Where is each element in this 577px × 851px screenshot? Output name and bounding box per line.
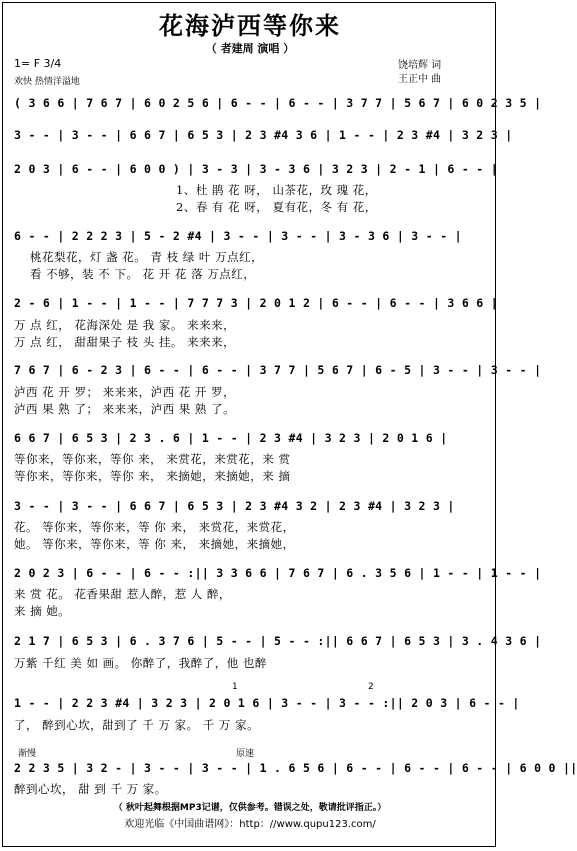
lyric-verse-1: 醉到心坎， 甜 到 千 万 家。: [14, 782, 167, 796]
notation-line: 2 0 3 | 6 - - | 6 0 0 ) | 3 - 3 | 3 - 3 6 | 3 2 3 | 2 - 1 | 6 - - |: [14, 162, 498, 176]
notation-line: 3 - - | 3 - - | 6 6 7 | 6 5 3 | 2 3 #4 3 6 | 1 - - | 2 3 #4 | 3 2 3 |: [14, 128, 513, 142]
composer: 王正中 曲: [398, 74, 442, 85]
volta-1-marker: 1: [232, 682, 238, 692]
lyric-verse-2: 看 不够，装 不 下。 花 开 花 落 万点红，: [30, 267, 256, 281]
notation-line: 2 - 6 | 1 - - | 1 - - | 7 7 7 3 | 2 0 1 2 | 6 - - | 6 - - | 3 6 6 |: [14, 296, 498, 310]
lyric-verse-2: 她。 等你来，等你来，等 你 来， 来摘她，来摘她，: [14, 537, 295, 551]
performer-line: （ 者建周 演唱 ）: [205, 42, 295, 55]
lyric-verse-2: 2、春 有 花 呀， 夏有花，冬 有 花，: [176, 200, 377, 214]
lyric-verse-2: 等你来，等你来，等你 来， 来摘她，来摘她，来 摘: [14, 469, 291, 483]
transcription-note: （ 秋叶起舞根据MP3记谱，仅供参考。错误之处，敬请批评指正。）: [113, 803, 387, 813]
notation-line: 2 0 2 3 | 6 - - | 6 - - :|| 3 3 6 6 | 7 6 7 | 6 . 3 5 6 | 1 - - | 1 - - |: [14, 566, 542, 580]
site-footer: 欢迎光临《中国曲谱网》：http：//www.qupu123.com/: [124, 819, 376, 830]
lyric-verse-1: 1、杜 鹃 花 呀， 山茶花，玫 瑰 花，: [176, 183, 377, 197]
notation-line: 7 6 7 | 6 - 2 3 | 6 - - | 6 - - | 3 7 7 | 5 6 7 | 6 - 5 | 3 - - | 3 - - |: [14, 363, 542, 377]
lyricist: 饶培辉 词: [398, 60, 442, 71]
key-signature: 1= F 3/4: [14, 57, 62, 70]
lyric-verse-2: 万 点 红， 甜甜果子 枝 头 挂。 来来来，: [14, 335, 236, 349]
lyric-verse-1: 泸西 花 开 罗； 来来来，泸西 花 开 罗，: [14, 385, 236, 399]
lyric-verse-1: 了， 醉到心坎，甜到了 千 万 家。 千 万 家。: [14, 718, 260, 732]
tempo-marking: 欢快 热情洋溢地: [14, 77, 80, 87]
lyric-verse-2: 泸西 果 熟 了； 来来来，泸西 果 熟 了。: [14, 402, 236, 416]
lyric-verse-2: 来 摘 她。: [14, 604, 71, 618]
notation-line: 6 - - | 2 2 2 3 | 5 - 2 #4 | 3 - - | 3 - - | 3 - 3 6 | 3 - - |: [14, 229, 462, 243]
lyric-verse-1: 万紫 千红 美 如 画。 你醉了，我醉了，他 也醉: [14, 656, 267, 670]
notation-line: ( 3 6 6 | 7 6 7 | 6 0 2 5 6 | 6 - - | 6 - - | 3 7 7 | 5 6 7 | 6 0 2 3 5 |: [14, 96, 542, 110]
tempo-restore: 原速: [236, 749, 255, 759]
volta-2-marker: 2: [368, 682, 374, 692]
lyric-verse-1: 桃花梨花，灯 盏 花。 青 枝 绿 叶 万点红，: [30, 250, 264, 264]
notation-line: 2 1 7 | 6 5 3 | 6 . 3 7 6 | 5 - - | 5 - - :|| 6 6 7 | 6 5 3 | 3 . 4 3 6 |: [14, 634, 542, 648]
lyric-verse-1: 花。 等你来，等你来，等 你 来， 来赏花，来赏花，: [14, 520, 295, 534]
lyric-verse-1: 来 赏 花。 花香果甜 惹人醉，惹 人 醉，: [14, 587, 231, 601]
lyric-verse-1: 等你来，等你来，等你 来， 来赏花，来赏花，来 赏: [14, 452, 291, 466]
notation-line: 6 6 7 | 6 5 3 | 2 3 . 6 | 1 - - | 2 3 #4 | 3 2 3 | 2 0 1 6 |: [14, 431, 448, 445]
notation-line: 2 2 3 5 | 3 2 - | 3 - - | 3 - - | 1 . 6 5 6 | 6 - - | 6 - - | 6 - - | 6 0 0 ||: [14, 761, 577, 775]
notation-line: 3 - - | 3 - - | 6 6 7 | 6 5 3 | 2 3 #4 3 2 | 2 3 #4 | 3 2 3 |: [14, 499, 455, 513]
song-title: 花海泸西等你来: [159, 11, 341, 40]
tempo-slowing: 渐慢: [18, 749, 37, 759]
lyric-verse-1: 万 点 红， 花海深处 是 我 家。 来来来，: [14, 318, 236, 332]
notation-line: 1 - - | 2 2 3 #4 | 3 2 3 | 2 0 1 6 | 3 - - | 3 - - :|| 2 0 3 | 6 - - |: [14, 696, 520, 710]
